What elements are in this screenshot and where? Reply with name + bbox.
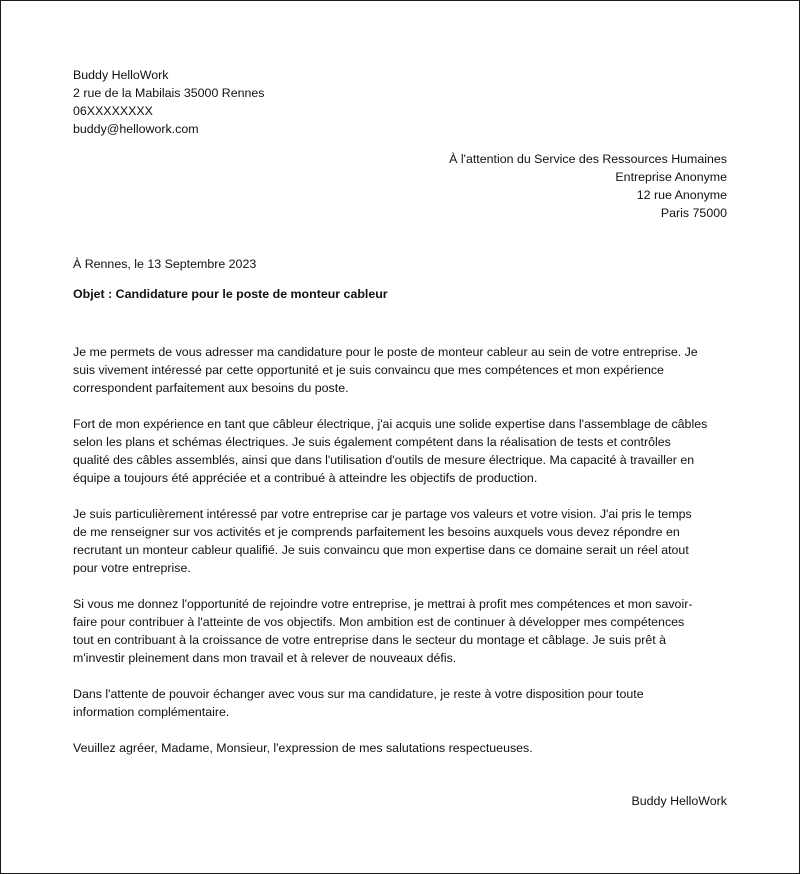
subject-line: Objet : Candidature pour le poste de monteur cableur (73, 287, 388, 301)
paragraph-line: pour votre entreprise. (73, 561, 191, 575)
paragraph-line: Veuillez agréer, Madame, Monsieur, l'expression de mes salutations respectueuses. (73, 741, 533, 755)
paragraph-line: m'investir pleinement dans mon travail et à relever de nouveaux défis. (73, 651, 457, 665)
sender-name: Buddy HelloWork (73, 68, 169, 82)
recipient-attention: À l'attention du Service des Ressources Humaines (449, 152, 727, 166)
paragraph-line: qualité des câbles assemblés, ainsi que dans l'utilisation d'outils de mesure électrique. Ma capacité à travailler en (73, 453, 695, 467)
sender-block (73, 66, 265, 138)
paragraph-line: selon les plans et schémas électriques. Je suis également compétent dans la réalisation de tests et contrôles (73, 435, 671, 449)
body-paragraph (73, 685, 733, 721)
paragraph-line: Je me permets de vous adresser ma candidature pour le poste de monteur cableur au sein de votre entreprise. Je (73, 345, 698, 359)
sender-email: buddy@hellowork.com (73, 122, 199, 136)
letter-body (73, 343, 733, 757)
sender-address: 2 rue de la Mabilais 35000 Rennes (73, 86, 265, 100)
paragraph-line: tout en contribuant à la croissance de votre entreprise dans le secteur du montage et câblage. Je suis prêt à (73, 633, 667, 647)
paragraph-line: recrutant un monteur cableur qualifié. Je suis convaincu que mon expertise dans ce domaine serait un réel atout (73, 543, 689, 557)
paragraph-line: suis vivement intéressé par cette opportunité et je suis convaincu que mes compétences et mon expérience (73, 363, 664, 377)
paragraph-line: Dans l'attente de pouvoir échanger avec vous sur ma candidature, je reste à votre disposition pour toute (73, 687, 644, 701)
paragraph-line: de me renseigner sur vos activités et je comprends parfaitement les besoins auxquels vous devez répondre en (73, 525, 680, 539)
sender-phone: 06XXXXXXXX (73, 104, 153, 118)
body-paragraph (73, 595, 733, 667)
recipient-street: 12 rue Anonyme (636, 188, 727, 202)
paragraph-line: Fort de mon expérience en tant que câbleur électrique, j'ai acquis une solide expertise dans l'assemblage de câbles (73, 417, 708, 431)
paragraph-line: correspondent parfaitement aux besoins du poste. (73, 381, 349, 395)
place-date: À Rennes, le 13 Septembre 2023 (73, 257, 257, 271)
paragraph-line: Je suis particulièrement intéressé par votre entreprise car je partage vos valeurs et votre vision. J'ai pris le temps (73, 507, 692, 521)
paragraph-line: information complémentaire. (73, 705, 230, 719)
body-paragraph (73, 415, 733, 487)
paragraph-line: Si vous me donnez l'opportunité de rejoindre votre entreprise, je mettrai à profit mes compétences et mon savoir- (73, 597, 693, 611)
paragraph-line: faire pour contribuer à l'atteinte de vos objectifs. Mon ambition est de continuer à développer mes compétences (73, 615, 685, 629)
body-paragraph (73, 739, 733, 757)
body-paragraph (73, 343, 733, 397)
paragraph-line: équipe a toujours été appréciée et a contribué à atteindre les objectifs de production. (73, 471, 538, 485)
signature: Buddy HelloWork (631, 794, 727, 808)
body-paragraph (73, 505, 733, 577)
recipient-company: Entreprise Anonyme (615, 170, 727, 184)
recipient-block (449, 150, 727, 222)
recipient-city: Paris 75000 (660, 206, 727, 220)
